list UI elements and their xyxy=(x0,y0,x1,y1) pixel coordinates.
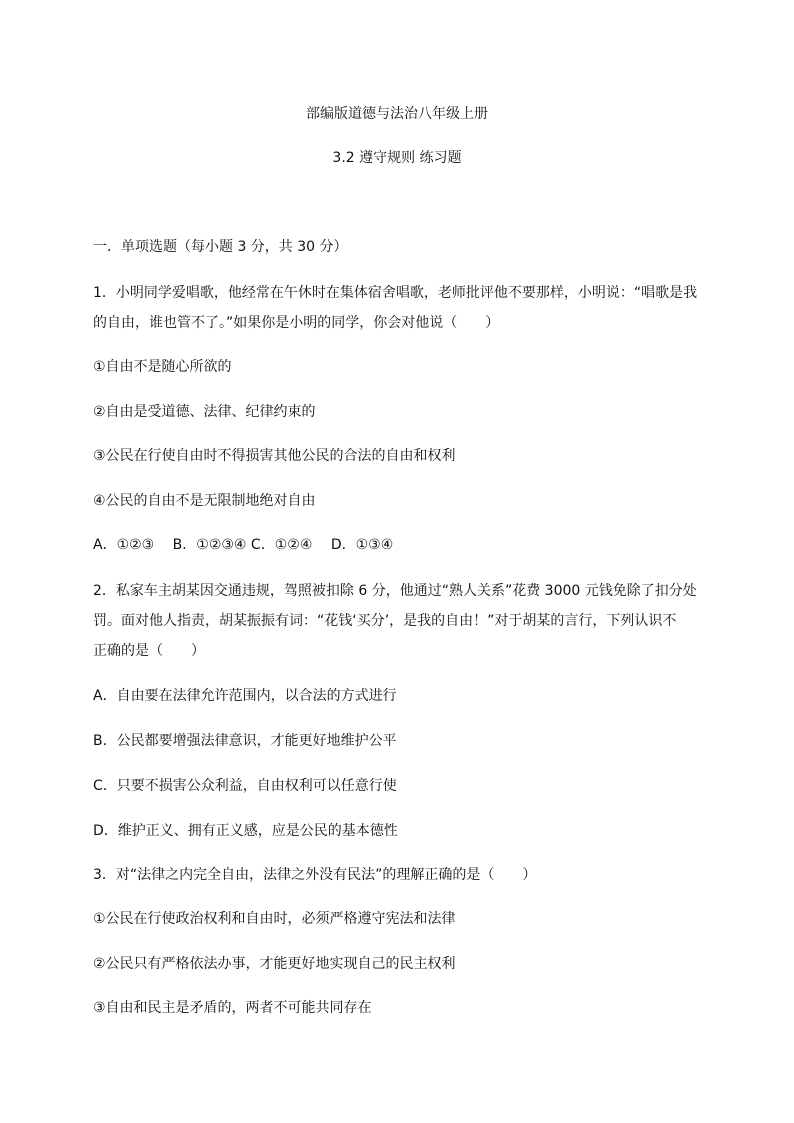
question-2-option-b: B．公民都要增强法律意识，才能更好地维护公平 xyxy=(93,733,397,749)
question-2-option-d: D．维护正义、拥有正义感，应是公民的基本德性 xyxy=(93,823,398,839)
section-heading: 一．单项选题（每小题 3 分，共 30 分） xyxy=(93,239,348,255)
question-1-statement-2: ②自由是受道德、法律、纪律约束的 xyxy=(93,404,316,420)
document-title: 部编版道德与法治八年级上册 xyxy=(306,106,488,122)
question-1-statement-4: ④公民的自由不是无限制地绝对自由 xyxy=(93,493,316,509)
document-subtitle: 3.2 遵守规则 练习题 xyxy=(332,150,462,166)
question-2-option-c: C．只要不损害公众利益，自由权利可以任意行使 xyxy=(93,778,397,794)
question-1-line-1: 1．小明同学爱唱歌，他经常在午休时在集体宿舍唱歌，老师批评他不要那样，小明说：“唱歌是我 xyxy=(93,285,698,301)
question-1-statement-3: ③公民在行使自由时不得损害其他公民的合法的自由和权利 xyxy=(93,448,456,464)
question-3-statement-3: ③自由和民主是矛盾的，两者不可能共同存在 xyxy=(93,1000,372,1016)
question-2-line-2: 罚。面对他人指责，胡某振振有词：“花钱‘买分’，是我的自由！”对于胡某的言行，下列认识不 xyxy=(93,613,677,629)
question-3-statement-1: ①公民在行使政治权利和自由时，必须严格遵守宪法和法律 xyxy=(93,911,456,927)
question-2-option-a: A．自由要在法律允许范围内，以合法的方式进行 xyxy=(93,688,397,704)
question-1-statement-1: ①自由不是随心所欲的 xyxy=(93,359,232,375)
question-3-statement-2: ②公民只有严格依法办事，才能更好地实现自己的民主权利 xyxy=(93,956,456,972)
question-2-line-3: 正确的是（ ） xyxy=(93,643,205,659)
question-1-line-2: 的自由，谁也管不了。”如果你是小明的同学，你会对他说（ ） xyxy=(93,315,500,331)
question-3-line-1: 3．对“法律之内完全自由，法律之外没有民法”的理解正确的是（ ） xyxy=(93,867,537,883)
question-2-line-1: 2．私家车主胡某因交通违规，驾照被扣除 6 分，他通过“熟人关系”花费 3000 元钱免除了扣分处 xyxy=(93,583,697,599)
question-1-options: A．①②③ B．①②③④ C．①②④ D．①③④ xyxy=(93,537,394,553)
